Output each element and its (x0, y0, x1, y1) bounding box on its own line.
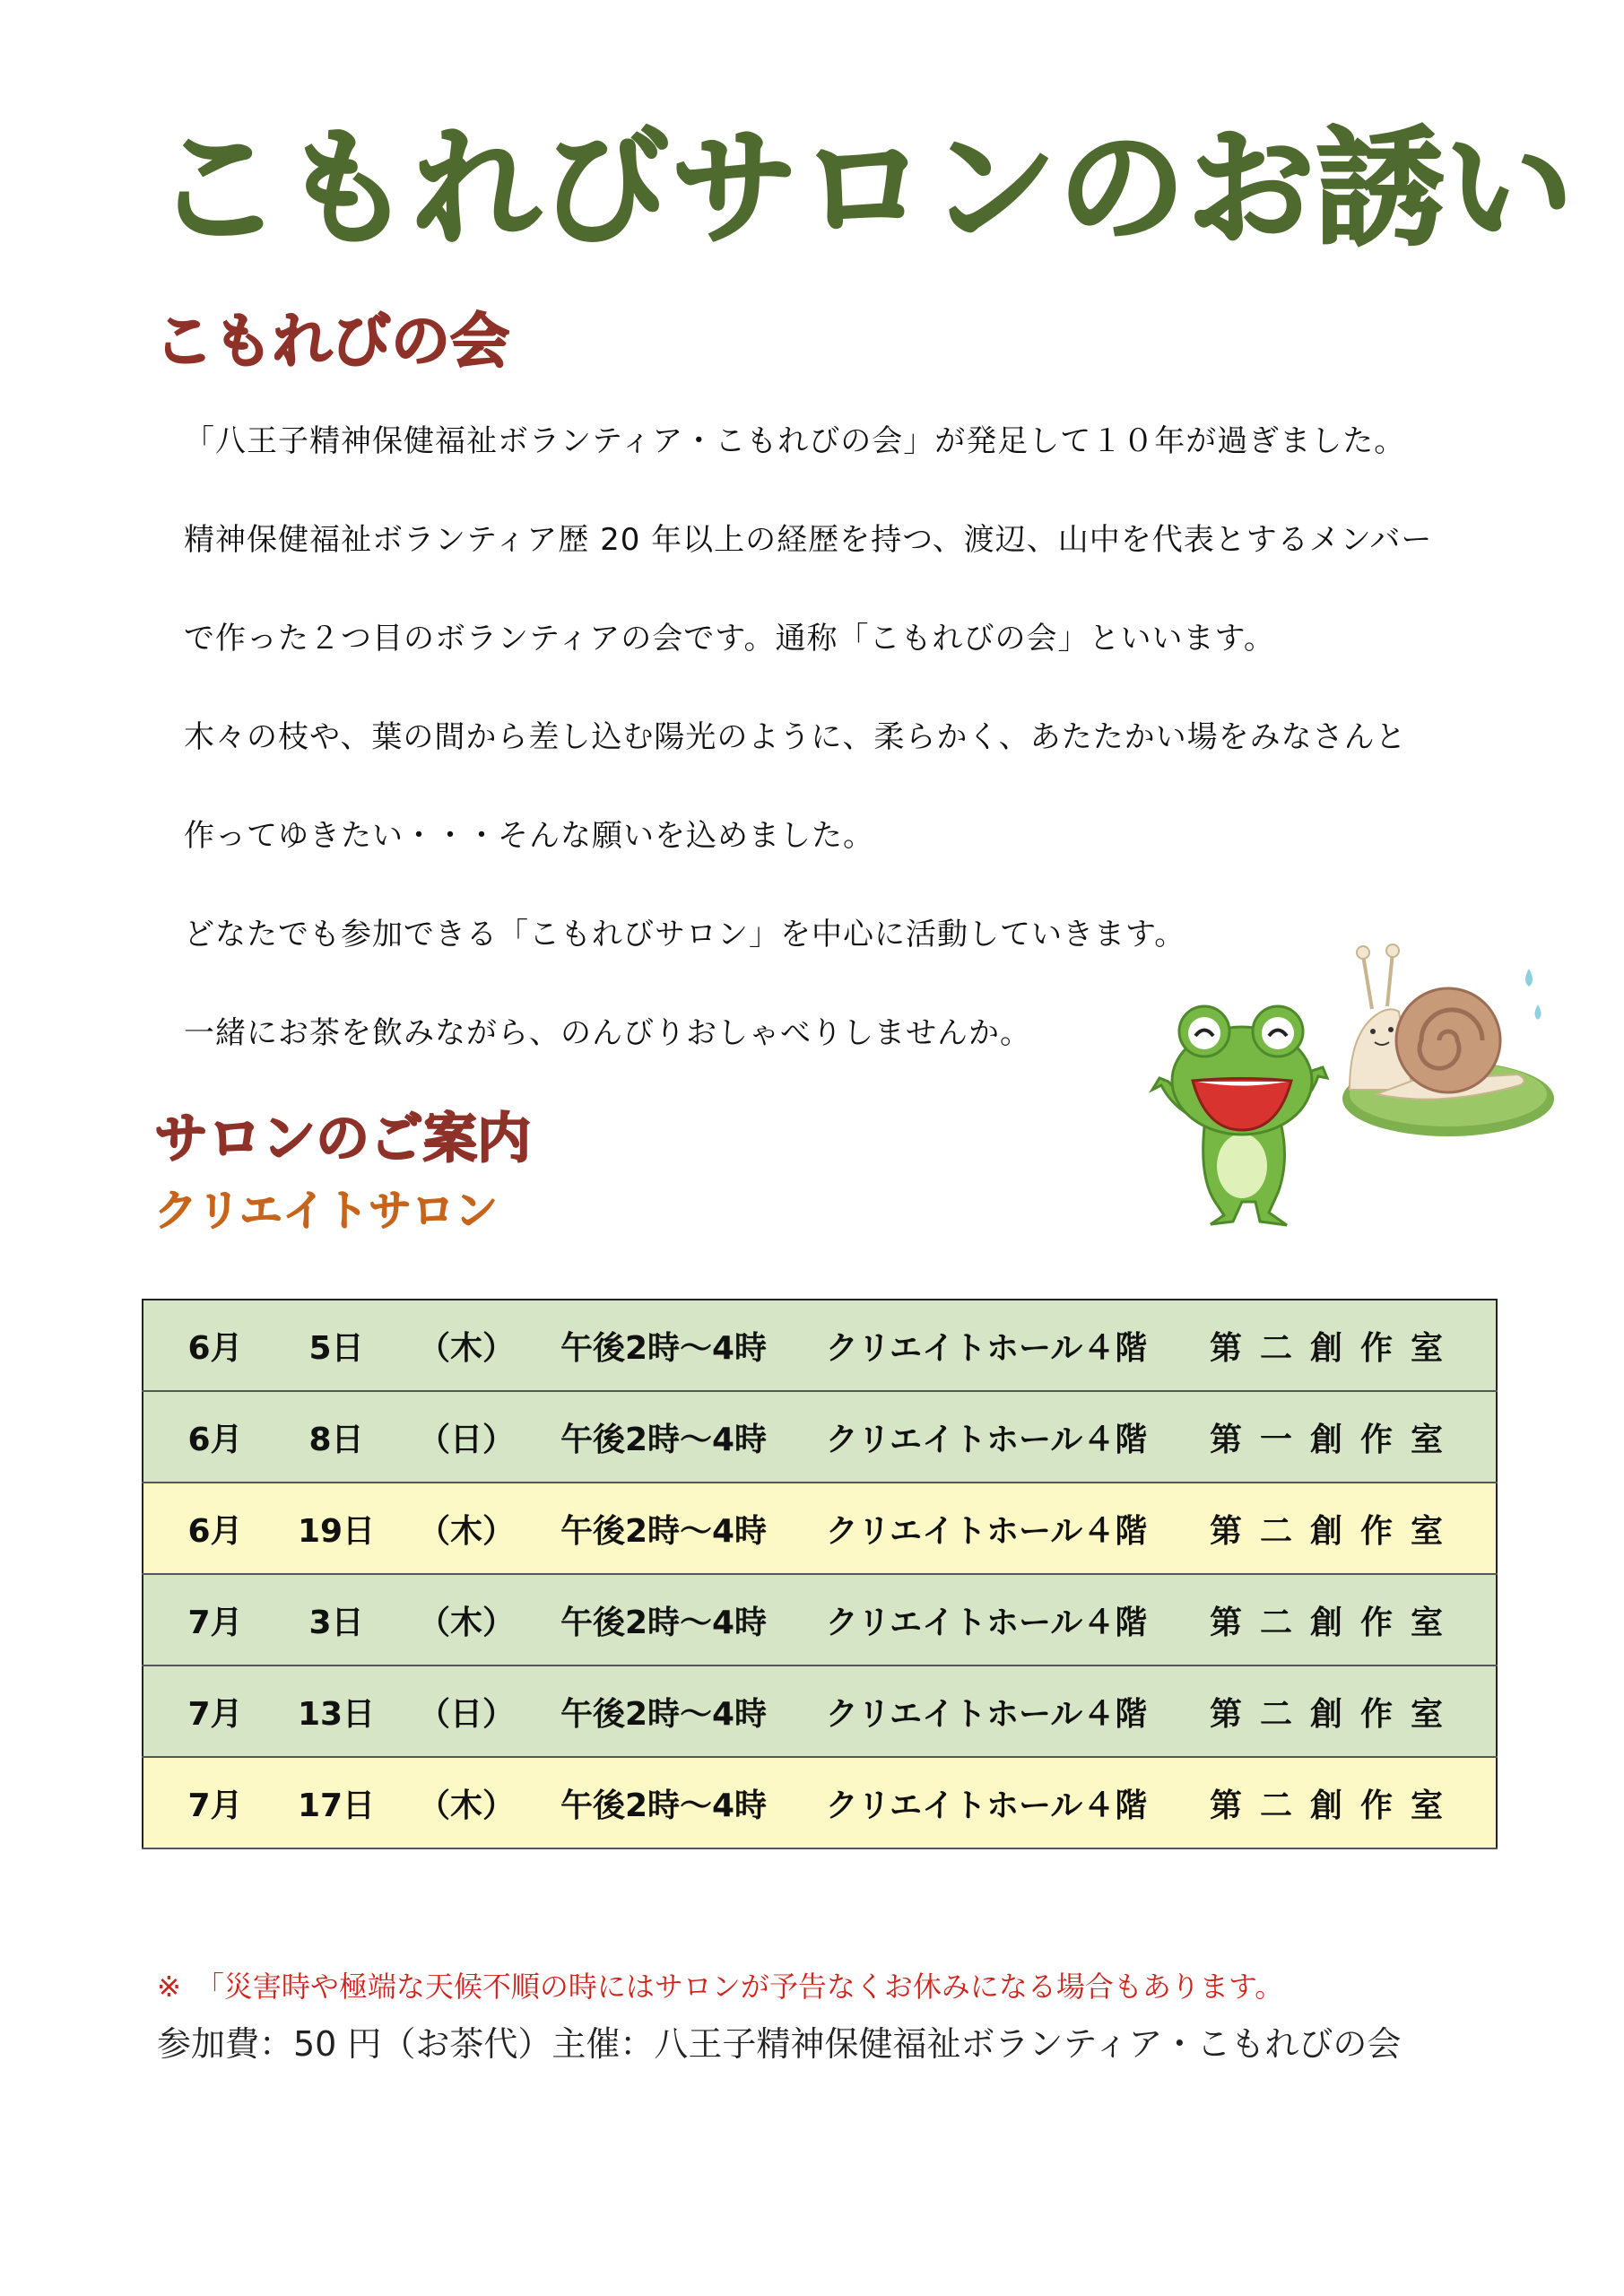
intro-line: 木々の枝や、葉の間から差し込む陽光のように、柔らかく、あたたかい場をみなさんと (184, 719, 1407, 755)
section-title-kai: こもれびの会 (154, 307, 509, 376)
table-row (143, 1574, 1497, 1665)
day-cell: 17日 (269, 1757, 404, 1848)
weekday-cell: （日） (404, 1391, 529, 1483)
table-row (143, 1391, 1497, 1483)
time-cell: 午後2時～4時 (529, 1391, 798, 1483)
table-row (143, 1483, 1497, 1574)
time-cell: 午後2時～4時 (529, 1574, 798, 1665)
month-cell: 6月 (143, 1391, 269, 1483)
page-title: こもれびサロンのお誘い (154, 115, 1575, 263)
time-cell: 午後2時～4時 (529, 1300, 798, 1391)
room-cell: 第一創作室 (1175, 1391, 1497, 1483)
month-cell: 7月 (143, 1665, 269, 1757)
schedule-table (142, 1299, 1498, 1849)
weekday-cell: （木） (404, 1574, 529, 1665)
frog-icon (1152, 1006, 1327, 1225)
section-title-salon-info: サロンのご案内 (154, 1108, 531, 1170)
day-cell: 19日 (269, 1483, 404, 1574)
time-cell: 午後2時～4時 (529, 1757, 798, 1848)
table-row (143, 1665, 1497, 1757)
day-cell: 13日 (269, 1665, 404, 1757)
room-cell: 第二創作室 (1175, 1665, 1497, 1757)
table-row (143, 1757, 1497, 1848)
day-cell: 8日 (269, 1391, 404, 1483)
intro-line: で作った２つ目のボランティアの会です。通称「こもれびの会」といいます。 (184, 621, 1275, 657)
weekday-cell: （木） (404, 1757, 529, 1848)
month-cell: 7月 (143, 1757, 269, 1848)
weather-notice: ※ 「災害時や極端な天候不順の時にはサロンが予告なくお休みになる場合もあります。 (157, 1970, 1284, 2004)
place-cell: クリエイトホール４階 (798, 1391, 1175, 1483)
room-cell: 第二創作室 (1175, 1483, 1497, 1574)
section-subtitle-create-salon: クリエイトサロン (154, 1186, 499, 1236)
intro-line: どなたでも参加できる「こもれびサロン」を中心に活動していきます。 (184, 917, 1186, 952)
place-cell: クリエイトホール４階 (798, 1574, 1175, 1665)
day-cell: 5日 (269, 1300, 404, 1391)
snail-icon (1350, 944, 1541, 1100)
place-cell: クリエイトホール４階 (798, 1300, 1175, 1391)
month-cell: 7月 (143, 1574, 269, 1665)
intro-line: 「八王子精神保健福祉ボランティア・こもれびの会」が発足して１０年が過ぎました。 (184, 423, 1406, 459)
time-cell: 午後2時～4時 (529, 1665, 798, 1757)
fee-info: 参加費：50 円（お茶代）主催：八王子精神保健福祉ボランティア・こもれびの会 (157, 2024, 1402, 2064)
month-cell: 6月 (143, 1483, 269, 1574)
weekday-cell: （木） (404, 1300, 529, 1391)
place-cell: クリエイトホール４階 (798, 1757, 1175, 1848)
day-cell: 3日 (269, 1574, 404, 1665)
intro-line: 一緒にお茶を飲みながら、のんびりおしゃべりしませんか。 (184, 1015, 1031, 1051)
room-cell: 第二創作室 (1175, 1574, 1497, 1665)
room-cell: 第二創作室 (1175, 1757, 1497, 1848)
weekday-cell: （木） (404, 1483, 529, 1574)
intro-line: 精神保健福祉ボランティア歴 20 年以上の経歴を持つ、渡辺、山中を代表とするメンバー (184, 522, 1433, 558)
intro-line: 作ってゆきたい・・・そんな願いを込めました。 (184, 818, 874, 854)
place-cell: クリエイトホール４階 (798, 1483, 1175, 1574)
frog-snail-illustration (1143, 906, 1556, 1247)
month-cell: 6月 (143, 1300, 269, 1391)
time-cell: 午後2時～4時 (529, 1483, 798, 1574)
place-cell: クリエイトホール４階 (798, 1665, 1175, 1757)
table-row (143, 1300, 1497, 1391)
weekday-cell: （日） (404, 1665, 529, 1757)
room-cell: 第二創作室 (1175, 1300, 1497, 1391)
